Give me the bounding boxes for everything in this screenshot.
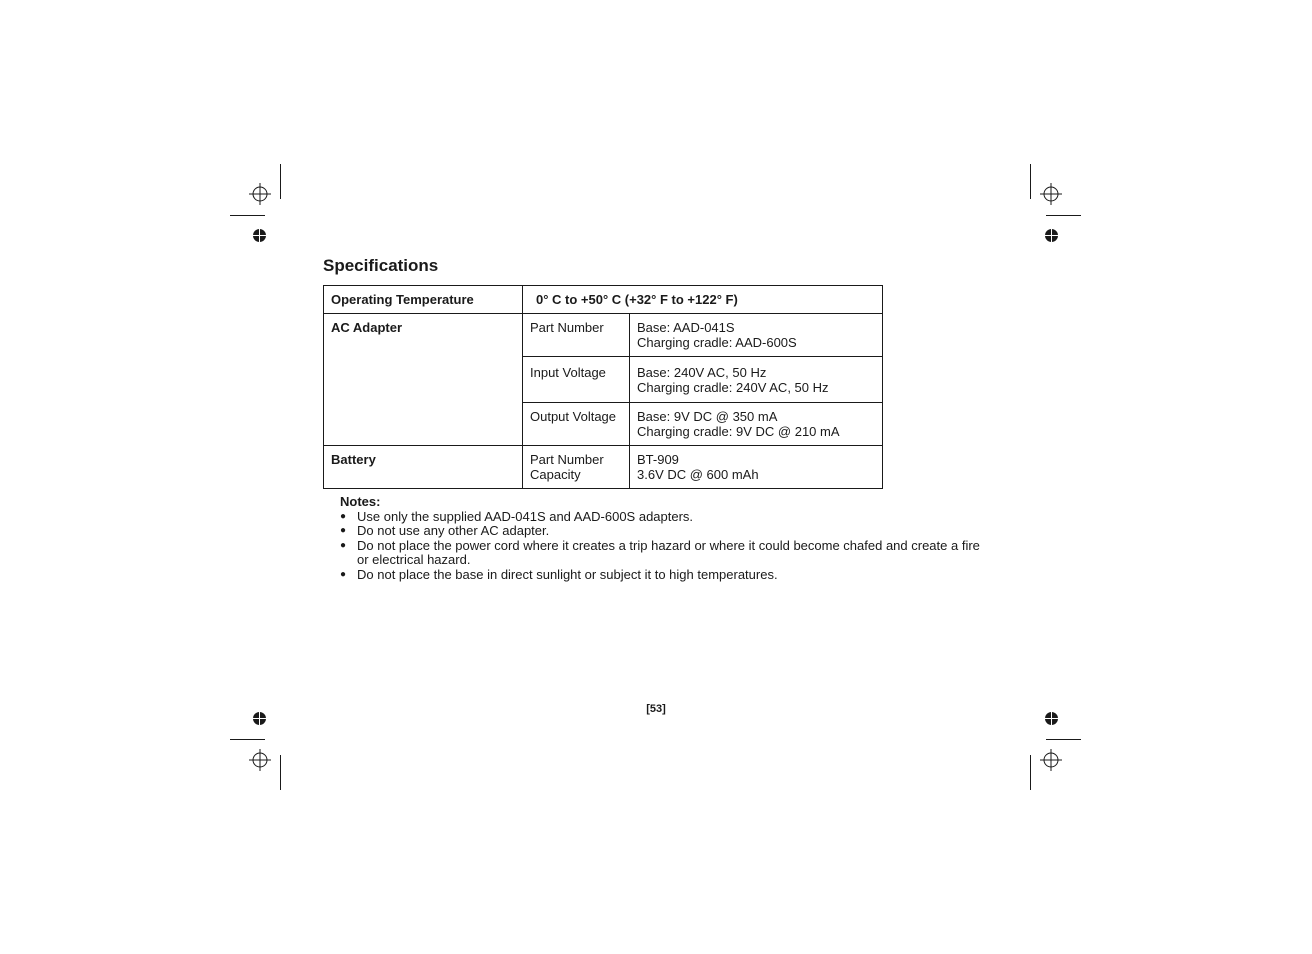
crop-line — [280, 755, 281, 790]
operating-temperature-value: 0° C to +50° C (+32° F to +122° F) — [523, 286, 883, 314]
ac-part-number-value — [630, 314, 883, 357]
operating-temperature-label: Operating Temperature — [324, 286, 523, 314]
cell-line: Charging cradle: 240V AC, 50 Hz — [637, 380, 829, 395]
battery-label: Battery — [324, 446, 523, 489]
table-row — [324, 286, 883, 314]
ac-output-voltage-value — [630, 403, 883, 446]
cell-line: BT-909 — [637, 452, 679, 467]
ac-part-number-label: Part Number — [523, 314, 630, 357]
list-item: ● Do not place the power cord where it creates a trip hazard or where it could become chafed and create a fire or electrical hazard. — [340, 539, 990, 568]
ac-input-voltage-value — [630, 357, 883, 403]
cell-line: Base: AAD-041S — [637, 320, 735, 335]
list-item: ● Do not place the base in direct sunlight or subject it to high temperatures. — [340, 568, 990, 583]
notes-title: Notes: — [340, 494, 381, 509]
cell-line: Base: 9V DC @ 350 mA — [637, 409, 778, 424]
list-item: ● Use only the supplied AAD-041S and AAD-600S adapters. — [340, 510, 990, 525]
registration-dot-icon — [1045, 229, 1058, 242]
crop-line — [230, 739, 265, 740]
cell-line: 3.6V DC @ 600 mAh — [637, 467, 759, 482]
notes-section — [340, 495, 990, 583]
crop-line — [230, 215, 265, 216]
notes-list — [340, 510, 990, 583]
registration-dot-icon — [253, 229, 266, 242]
ac-adapter-label: AC Adapter — [324, 314, 523, 446]
ac-input-voltage-label: Input Voltage — [523, 357, 630, 403]
battery-values — [630, 446, 883, 489]
crop-line — [1046, 739, 1081, 740]
crop-line — [280, 164, 281, 199]
table-row — [324, 314, 883, 357]
crop-line — [1030, 164, 1031, 199]
cell-line: Part Number — [530, 452, 604, 467]
registration-target-icon — [249, 749, 271, 771]
table-row — [324, 446, 883, 489]
ac-output-voltage-label: Output Voltage — [523, 403, 630, 446]
cell-line: Capacity — [530, 467, 581, 482]
list-item: ● Do not use any other AC adapter. — [340, 524, 990, 539]
crop-line — [1046, 215, 1081, 216]
registration-target-icon — [249, 183, 271, 205]
page-number: [53] — [646, 703, 666, 715]
cell-line: Charging cradle: 9V DC @ 210 mA — [637, 424, 840, 439]
battery-labels — [523, 446, 630, 489]
cell-line: Base: 240V AC, 50 Hz — [637, 365, 767, 380]
specifications-table — [323, 285, 883, 489]
registration-target-icon — [1040, 749, 1062, 771]
registration-target-icon — [1040, 183, 1062, 205]
page-title: Specifications — [323, 256, 439, 275]
crop-line — [1030, 755, 1031, 790]
cell-line: Charging cradle: AAD-600S — [637, 335, 797, 350]
